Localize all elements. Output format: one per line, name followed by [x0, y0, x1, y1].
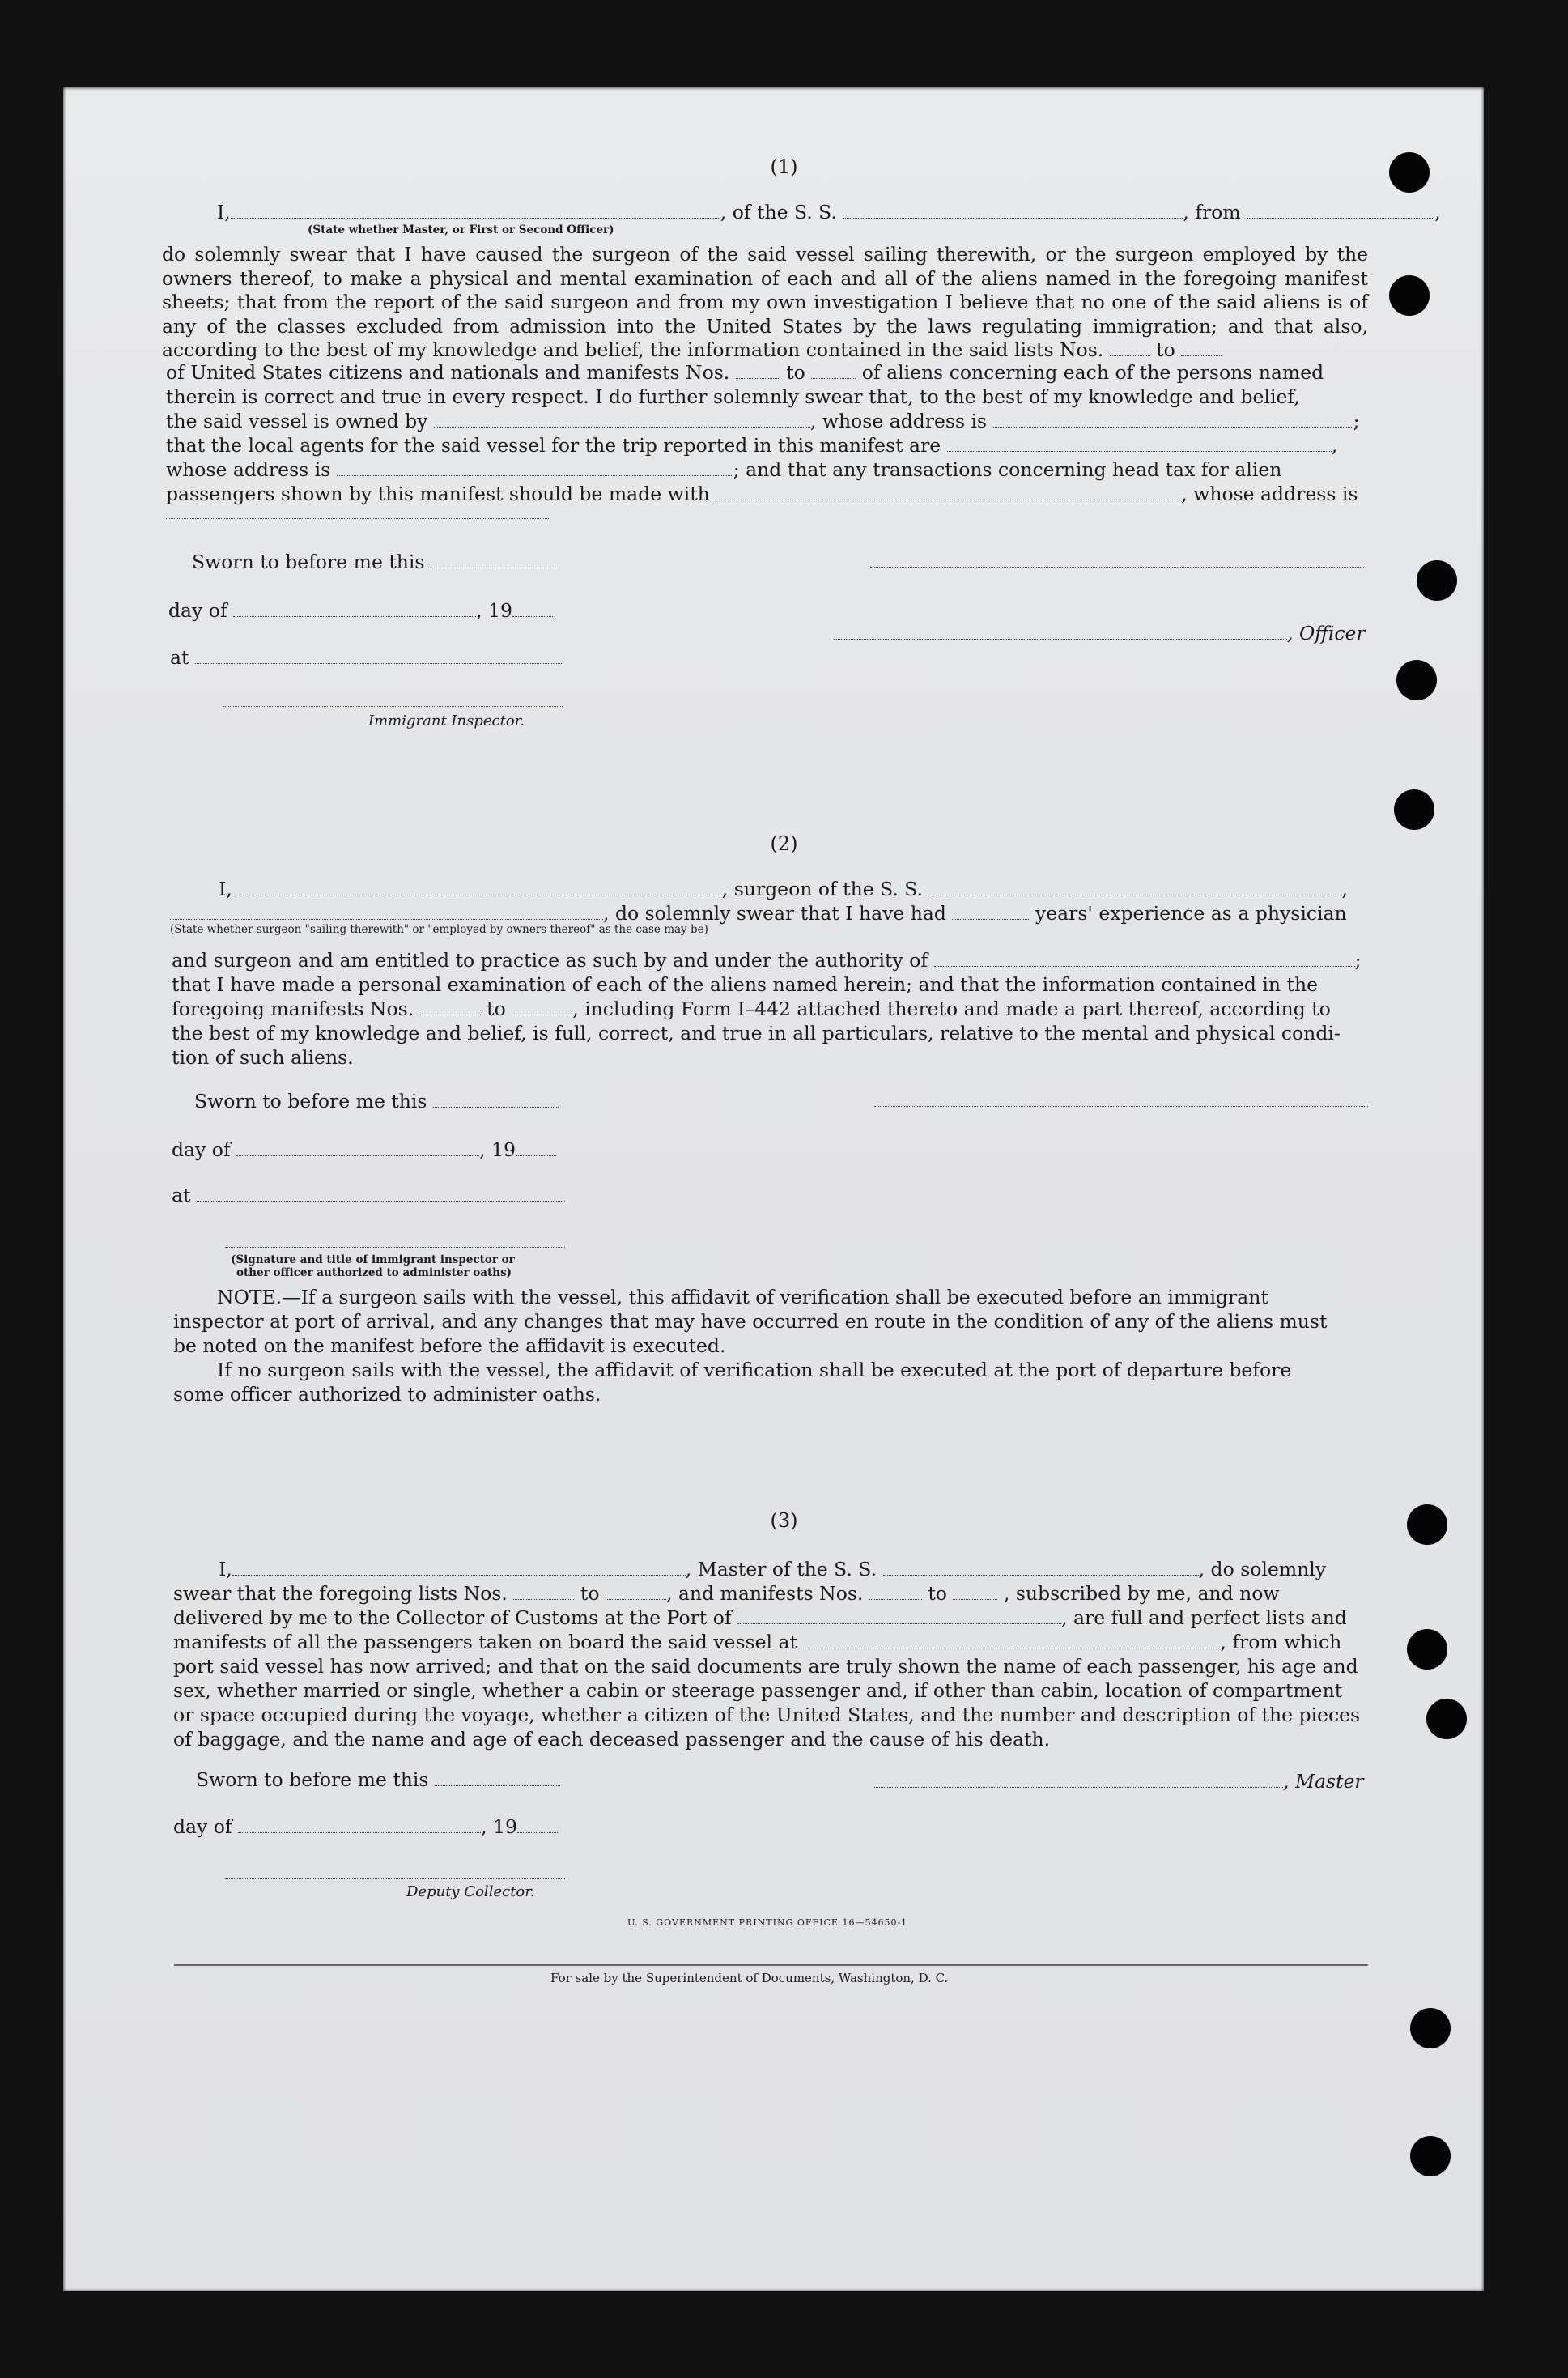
s2-line-4: that I have made a personal examination of each of the aliens named herein; and that the information contained in the: [172, 973, 1318, 996]
s3-line-5: port said vessel has now arrived; and that on the said documents are truly shown the name of each passenger, his age and: [173, 1655, 1358, 1678]
s3-line-6: sex, whether married or single, whether a cabin or steerage passenger and, if other than cabin, location of compartment: [173, 1679, 1343, 1702]
s2-note-1: NOTE.—If a surgeon sails with the vessel, this affidavit of verification shall be executed before an immigrant: [217, 1286, 1268, 1308]
s2-note-4: If no surgeon sails with the vessel, the affidavit of verification shall be executed at the port of departure before: [217, 1359, 1292, 1381]
s2-sworn: Sworn to before me this: [194, 1090, 559, 1112]
s1-line-manifests: of United States citizens and nationals and manifests Nos. to of aliens concerning each of the persons named: [166, 361, 1324, 384]
s1-officer: , Officer: [834, 622, 1366, 644]
punch-hole: [1417, 560, 1457, 601]
s1-inspector-line: [223, 706, 563, 707]
s3-line-1: I, , Master of the S. S. , do solemnly: [219, 1558, 1327, 1580]
s1-signature-line: [870, 567, 1364, 568]
s1-line-headtax: passengers shown by this manifest should be made with , whose address is: [166, 483, 1358, 505]
punch-hole: [1389, 275, 1430, 316]
s1-at: at: [170, 646, 563, 669]
s3-day: day of , 19: [173, 1815, 558, 1838]
punch-hole: [1410, 2136, 1451, 2176]
s2-line-2: , do solemnly swear that I have had years' experience as a physician: [170, 902, 1347, 925]
s2-note-3: be noted on the manifest before the affidavit is executed.: [173, 1334, 726, 1357]
s2-at: at: [172, 1184, 565, 1206]
s1-caption: (State whether Master, or First or Second Officer): [308, 223, 614, 236]
s2-note-2: inspector at port of arrival, and any changes that may have occurred en route in the condition of any of the aliens must: [173, 1310, 1328, 1333]
s1-inspector-caption: Immigrant Inspector.: [368, 713, 525, 730]
s3-line-4: manifests of all the passengers taken on board the said vessel at , from which: [173, 1631, 1342, 1653]
s1-line-correct: therein is correct and true in every respect. I do further solemnly swear that, to the best of my knowledge and belief,: [166, 385, 1300, 408]
s1-line-address: whose address is ; and that any transactions concerning head tax for alien: [166, 458, 1282, 481]
s1-line-1: I, , of the S. S. , from ,: [217, 201, 1441, 223]
s3-line-8: of baggage, and the name and age of each deceased passenger and the cause of his death.: [173, 1728, 1051, 1751]
s2-note-5: some officer authorized to administer oaths.: [173, 1383, 601, 1406]
section-1-number: (1): [770, 155, 798, 178]
s3-deputy-caption: Deputy Collector.: [406, 1883, 535, 1900]
s3-master: , Master: [874, 1770, 1364, 1793]
s1-paragraph: do solemnly swear that I have caused the surgeon of the said vessel sailing therewith, or the surgeon employed by the owners thereof, to make a physical and mental examination of each and all of the aliens named in the foregoing manifest sheets; that from the report of the said surgeon and from my own investigation I believe that no one of the said aliens is of any of the classes excluded from admission into the United States by the laws regulating immigration; and that also, according to the best of my knowledge and belief, the information contained in the said lists Nos. to: [162, 243, 1368, 361]
s2-signature-line: [874, 1106, 1368, 1107]
punch-hole: [1394, 789, 1434, 830]
punch-hole: [1410, 2008, 1451, 2048]
s2-sig-caption-1: (Signature and title of immigrant inspector or: [231, 1253, 515, 1266]
s2-line-7: tion of such aliens.: [172, 1046, 354, 1069]
s1-address-line: [166, 518, 550, 519]
punch-hole: [1426, 1699, 1467, 1739]
section-3-number: (3): [770, 1509, 798, 1532]
section-2-number: (2): [770, 832, 798, 855]
s1-line-agents: that the local agents for the said vessel for the trip reported in this manifest are ,: [166, 434, 1338, 457]
s2-line-1: I, , surgeon of the S. S. ,: [219, 878, 1349, 900]
s1-sworn: Sworn to before me this: [192, 551, 556, 573]
s2-inspector-line: [225, 1247, 565, 1248]
gpo-imprint: U. S. GOVERNMENT PRINTING OFFICE 16—54650-1: [627, 1917, 908, 1928]
s3-sworn: Sworn to before me this: [196, 1768, 560, 1791]
s2-line-3: and surgeon and am entitled to practice as such by and under the authority of ;: [172, 949, 1362, 972]
s2-line-5: foregoing manifests Nos. to , including Form I–442 attached thereto and made a part thereof, according to: [172, 998, 1331, 1020]
s2-line-6: the best of my knowledge and belief, is full, correct, and true in all particulars, relative to the mental and physical condi-: [172, 1022, 1341, 1044]
s3-line-7: or space occupied during the voyage, whether a citizen of the United States, and the number and description of the pieces: [173, 1704, 1361, 1726]
s1-day: day of , 19: [168, 599, 553, 622]
s2-caption: (State whether surgeon "sailing therewith" or "employed by owners thereof" as the case may be): [170, 923, 708, 936]
punch-hole: [1396, 660, 1437, 700]
s1-line-owner: the said vessel is owned by , whose address is ;: [166, 410, 1360, 432]
sale-notice: For sale by the Superintendent of Documents, Washington, D. C.: [550, 1971, 949, 1985]
s2-day: day of , 19: [172, 1138, 556, 1161]
s3-line-3: delivered by me to the Collector of Customs at the Port of , are full and perfect lists and: [173, 1606, 1347, 1629]
punch-hole: [1407, 1629, 1447, 1670]
footer-rule: [174, 1964, 1368, 1966]
s2-sig-caption-2: other officer authorized to administer oaths): [236, 1266, 512, 1279]
s3-line-2: swear that the foregoing lists Nos. to , and manifests Nos. to , subscribed by me, and now: [173, 1582, 1280, 1605]
s3-deputy-line: [225, 1878, 565, 1879]
